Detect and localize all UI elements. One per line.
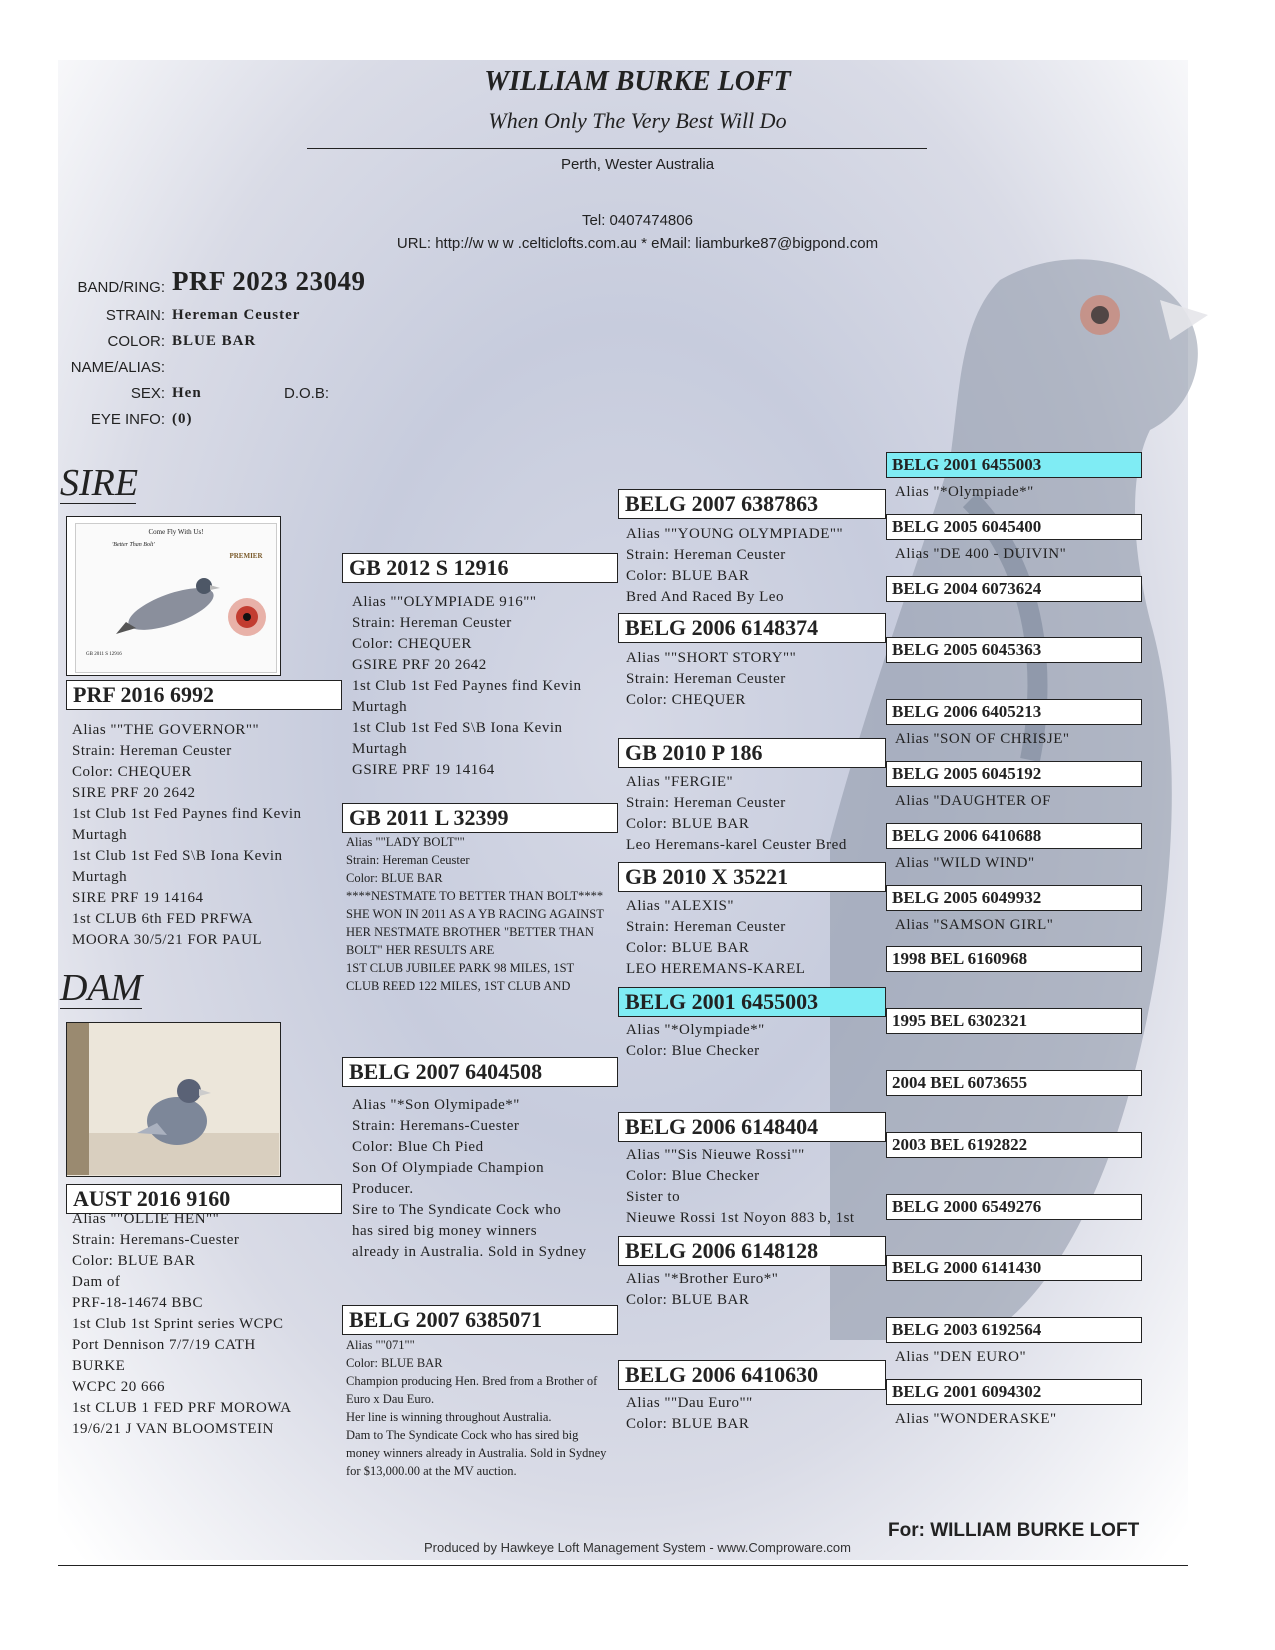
gen3-info [626, 1145, 855, 1229]
gen3-info [626, 524, 843, 608]
info-line: Dam to The Syndicate Cock who has sired big money winners already in Australia. Sold in Sydney for $13,000.00 at the MV auction. [346, 1428, 607, 1478]
gen4-band-box: BELG 2005 6045400 [886, 514, 1142, 540]
info-line: Son Of Olympiade Champion [352, 1160, 545, 1176]
gen2-info [346, 1336, 611, 1480]
eye-sign-icon [226, 596, 268, 638]
info-line: Alias ""YOUNG OLYMPIADE"" [626, 526, 844, 542]
info-line: Alias ""OLYMPIADE 916"" [352, 594, 537, 610]
info-line: Alias ""OLLIE HEN"" [72, 1211, 220, 1227]
info-line: Dam of [72, 1274, 121, 1290]
info-line: Color: BLUE BAR [346, 871, 443, 885]
gen2-info [352, 1095, 587, 1263]
loft-phone: Tel: 0407474806 [582, 212, 693, 229]
info-line: Color: BLUE BAR [626, 1416, 750, 1432]
info-line: Murtagh [72, 827, 128, 843]
gen4-band-box: BELG 2006 6410688 [886, 823, 1142, 849]
info-line: Color: BLUE BAR [346, 1356, 443, 1370]
info-line: Alias "ALEXIS" [626, 898, 734, 914]
pigeon-icon [116, 564, 226, 644]
gen4-alias: Alias "SON OF CHRISJE" [895, 731, 1070, 748]
info-line: 1st Club 1st Fed S\B Iona Kevin [352, 720, 563, 736]
info-line: Nieuwe Rossi 1st Noyon 883 b, 1st [626, 1210, 855, 1226]
header-divider [307, 148, 927, 149]
info-line: GSIRE PRF 20 2642 [352, 657, 487, 673]
gen3-band-box: BELG 2006 6410630 [618, 1360, 886, 1390]
info-line: SIRE PRF 20 2642 [72, 785, 196, 801]
info-line: Strain: Hereman Ceuster [626, 671, 786, 687]
info-line: Strain: Hereman Ceuster [626, 547, 786, 563]
gen4-band-box: BELG 2004 6073624 [886, 576, 1142, 602]
gen4-band-box: BELG 2000 6549276 [886, 1194, 1142, 1220]
gen3-info [626, 1393, 753, 1435]
info-line: 1st Club 1st Fed S\B Iona Kevin [72, 848, 283, 864]
sire-photo-sub: 'Better Than Bolt' [112, 542, 155, 548]
info-line: Alias ""Sis Nieuwe Rossi"" [626, 1147, 805, 1163]
loft-url-email: URL: http://w w w .celticlofts.com.au * eMail: liamburke87@bigpond.com [396, 235, 879, 252]
info-line: Alias ""THE GOVERNOR"" [72, 722, 260, 738]
gen3-band-box: BELG 2006 6148404 [618, 1112, 886, 1142]
info-line: Color: Blue Ch Pied [352, 1139, 484, 1155]
info-line: Sister to [626, 1189, 681, 1205]
gen2-band-box: BELG 2007 6385071 [342, 1305, 618, 1335]
band-label: BAND/RING: [77, 279, 165, 296]
gen3-band-box: GB 2010 P 186 [618, 738, 886, 768]
gen3-info [626, 1020, 765, 1062]
info-line: Murtagh [352, 699, 408, 715]
info-line: Bred And Raced By Leo [626, 589, 784, 605]
gen4-alias: Alias "DEN EURO" [895, 1349, 1027, 1366]
gen4-band-box: 1995 BEL 6302321 [886, 1008, 1142, 1034]
info-line: Alias "*Olympiade*" [626, 1022, 765, 1038]
gen4-band-box: BELG 2001 6455003 [886, 452, 1142, 478]
info-line: Murtagh [352, 741, 408, 757]
dam-photo [66, 1022, 281, 1177]
info-line: 1st Club 1st Fed Paynes find Kevin [72, 806, 302, 822]
dam-band-box: AUST 2016 9160 [66, 1184, 342, 1214]
sex-value: Hen [172, 385, 202, 401]
loft-location: Perth, Wester Australia [560, 156, 715, 173]
info-line: already in Australia. Sold in Sydney [352, 1244, 587, 1260]
info-line: Strain: Hereman Ceuster [346, 853, 470, 867]
info-line: 1st CLUB 1 FED PRF MOROWA [72, 1400, 292, 1416]
info-line: PRF-18-14674 BBC [72, 1295, 203, 1311]
gen4-band-box: 2004 BEL 6073655 [886, 1070, 1142, 1096]
gen4-band-box: 2003 BEL 6192822 [886, 1132, 1142, 1158]
info-line: Alias ""SHORT STORY"" [626, 650, 797, 666]
gen4-alias: Alias "DE 400 - DUIVIN" [895, 545, 1067, 562]
info-line: Color: BLUE BAR [626, 568, 750, 584]
info-line: MOORA 30/5/21 FOR PAUL [72, 932, 263, 948]
gen3-band-box: BELG 2006 6148374 [618, 613, 886, 643]
premier-badge: PREMIER [229, 552, 263, 560]
info-line: BURKE [72, 1358, 126, 1374]
info-line: Alias "*Son Olymipade*" [352, 1097, 520, 1113]
info-line: SHE WON IN 2011 AS A YB RACING AGAINST HER NESTMATE BROTHER "BETTER THAN BOLT" HER RESULTS ARE [346, 907, 604, 957]
produced-by: Produced by Hawkeye Loft Management System - www.Comproware.com [423, 1540, 851, 1555]
name-label: NAME/ALIAS: [70, 359, 165, 376]
gen4-alias: Alias "WONDERASKE" [895, 1411, 1057, 1427]
gen3-band-box: BELG 2007 6387863 [618, 489, 886, 519]
info-line: Strain: Hereman Ceuster [626, 919, 786, 935]
info-line: Color: BLUE BAR [626, 1292, 750, 1308]
info-line: 19/6/21 J VAN BLOOMSTEIN [72, 1421, 274, 1437]
info-line: Port Dennison 7/7/19 CATH [72, 1337, 256, 1353]
info-line: 1st Club 1st Sprint series WCPC [72, 1316, 284, 1332]
gen4-alias: Alias "DAUGHTER OF [895, 793, 1051, 809]
strain-value: Hereman Ceuster [172, 307, 301, 323]
sire-info [72, 720, 302, 951]
info-line: Color: CHEQUER [352, 636, 472, 652]
info-line: has sired big money winners [352, 1223, 538, 1239]
sire-photo [66, 516, 281, 676]
band-value: PRF 2023 23049 [172, 266, 366, 296]
gen3-band-box: BELG 2001 6455003 [618, 987, 886, 1017]
info-line: 1st Club 1st Fed Paynes find Kevin [352, 678, 582, 694]
info-line: Color: BLUE BAR [626, 816, 750, 832]
eye-label: EYE INFO: [90, 411, 165, 428]
gen4-band-box: BELG 2003 6192564 [886, 1317, 1142, 1343]
loft-tagline: When Only The Very Best Will Do [488, 108, 787, 133]
dam-heading: DAM [60, 967, 143, 1009]
info-line: Alias ""071"" [346, 1338, 415, 1352]
sire-band-box: PRF 2016 6992 [66, 680, 342, 710]
gen4-alias: Alias "WILD WIND" [895, 854, 1035, 871]
gen2-band-box: GB 2012 S 12916 [342, 553, 618, 583]
info-line: Murtagh [72, 869, 128, 885]
strain-label: STRAIN: [105, 307, 165, 324]
sire-photo-band: GB 2011 S 12916 [86, 652, 122, 657]
gen4-band-box: BELG 2001 6094302 [886, 1379, 1142, 1405]
gen4-alias: Alias "SAMSON GIRL" [895, 916, 1054, 933]
eye-value: (0) [172, 411, 193, 427]
info-line: Alias "*Brother Euro*" [626, 1271, 779, 1287]
info-line: Color: Blue Checker [626, 1043, 760, 1059]
sire-photo-heading: Come Fly With Us! [148, 528, 204, 536]
gen4-alias: Alias "*Olympiade*" [895, 484, 1034, 500]
info-line: Strain: Hereman Ceuster [352, 615, 512, 631]
sex-label: SEX: [130, 385, 165, 402]
gen4-band-box: BELG 2000 6141430 [886, 1255, 1142, 1281]
gen2-info [352, 592, 582, 781]
info-line: Leo Heremans-karel Ceuster Bred [626, 837, 847, 853]
info-line: Producer. [352, 1181, 414, 1197]
info-line: Sire to The Syndicate Cock who [352, 1202, 562, 1218]
info-line: 1st CLUB 6th FED PRFWA [72, 911, 254, 927]
footer-divider [58, 1565, 1188, 1566]
info-line: Color: BLUE BAR [72, 1253, 196, 1269]
color-label: COLOR: [107, 333, 165, 350]
gen3-band-box: BELG 2006 6148128 [618, 1236, 886, 1266]
gen3-info [626, 772, 847, 856]
gen2-band-box: BELG 2007 6404508 [342, 1057, 618, 1087]
info-line: Color: Blue Checker [626, 1168, 760, 1184]
gen3-band-box: GB 2010 X 35221 [618, 862, 886, 892]
gen2-band-box: GB 2011 L 32399 [342, 803, 618, 833]
for-loft: For: WILLIAM BURKE LOFT [888, 1520, 1140, 1541]
info-line: Strain: Heremans-Cuester [352, 1118, 520, 1134]
pigeon-icon [127, 1063, 227, 1163]
gen4-band-box: BELG 2006 6405213 [886, 699, 1142, 725]
info-line: Color: BLUE BAR [626, 940, 750, 956]
pigeon-watermark [830, 240, 1210, 1340]
info-line: Her line is winning throughout Australia. [346, 1410, 552, 1424]
info-line: Alias ""Dau Euro"" [626, 1395, 753, 1411]
info-line: Strain: Heremans-Cuester [72, 1232, 240, 1248]
info-line: ****NESTMATE TO BETTER THAN BOLT**** [346, 889, 604, 903]
info-line: LEO HEREMANS-KAREL [626, 961, 806, 977]
info-line: Strain: Hereman Ceuster [72, 743, 232, 759]
info-line: Color: CHEQUER [626, 692, 746, 708]
info-line: 1ST CLUB JUBILEE PARK 98 MILES, 1ST CLUB REED 122 MILES, 1ST CLUB AND [346, 961, 574, 993]
dob-label: D.O.B: [284, 385, 330, 402]
info-line: Color: CHEQUER [72, 764, 192, 780]
loft-title: WILLIAM BURKE LOFT [484, 66, 791, 97]
info-line: Alias "FERGIE" [626, 774, 734, 790]
gen4-band-box: 1998 BEL 6160968 [886, 946, 1142, 972]
info-line: Strain: Hereman Ceuster [626, 795, 786, 811]
info-line: WCPC 20 666 [72, 1379, 166, 1395]
sire-heading: SIRE [60, 462, 139, 504]
gen4-band-box: BELG 2005 6049932 [886, 885, 1142, 911]
gen4-band-box: BELG 2005 6045192 [886, 761, 1142, 787]
gen3-info [626, 648, 796, 711]
info-line: Alias ""LADY BOLT"" [346, 835, 465, 849]
gen2-info [346, 833, 606, 995]
info-line: Champion producing Hen. Bred from a Brother of Euro x Dau Euro. [346, 1374, 598, 1406]
dam-info [72, 1209, 292, 1440]
gen3-info [626, 896, 805, 980]
color-value: BLUE BAR [172, 333, 257, 349]
info-line: SIRE PRF 19 14164 [72, 890, 204, 906]
gen3-info [626, 1269, 778, 1311]
gen4-band-box: BELG 2005 6045363 [886, 637, 1142, 663]
info-line: GSIRE PRF 19 14164 [352, 762, 495, 778]
